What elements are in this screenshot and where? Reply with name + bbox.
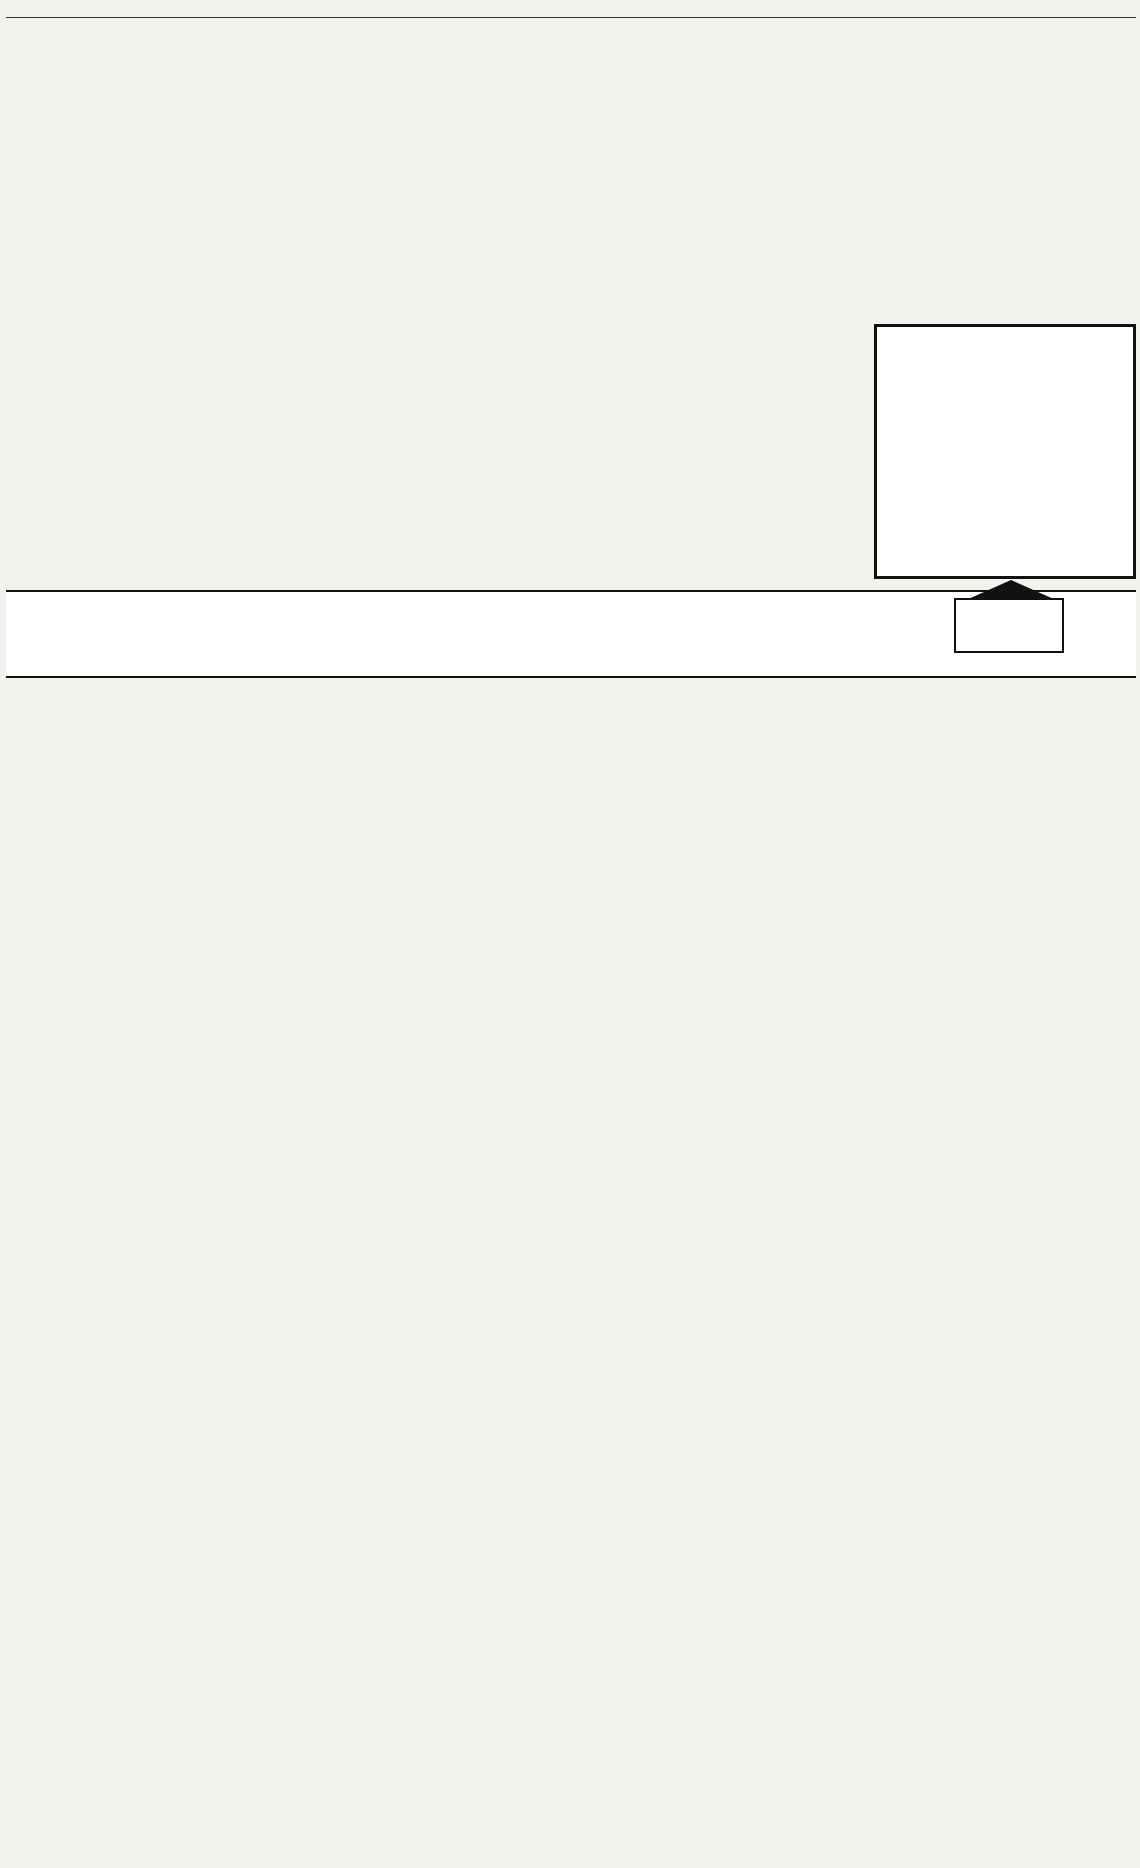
- folio-line: [6, 4, 1136, 18]
- newspaper-page: [6, 4, 1136, 1866]
- house-icon: [954, 598, 1064, 653]
- home-service-guide-banner: [6, 590, 1136, 678]
- schroders-flowers-ad: [874, 324, 1136, 579]
- service-guide-columns: [6, 682, 1136, 1862]
